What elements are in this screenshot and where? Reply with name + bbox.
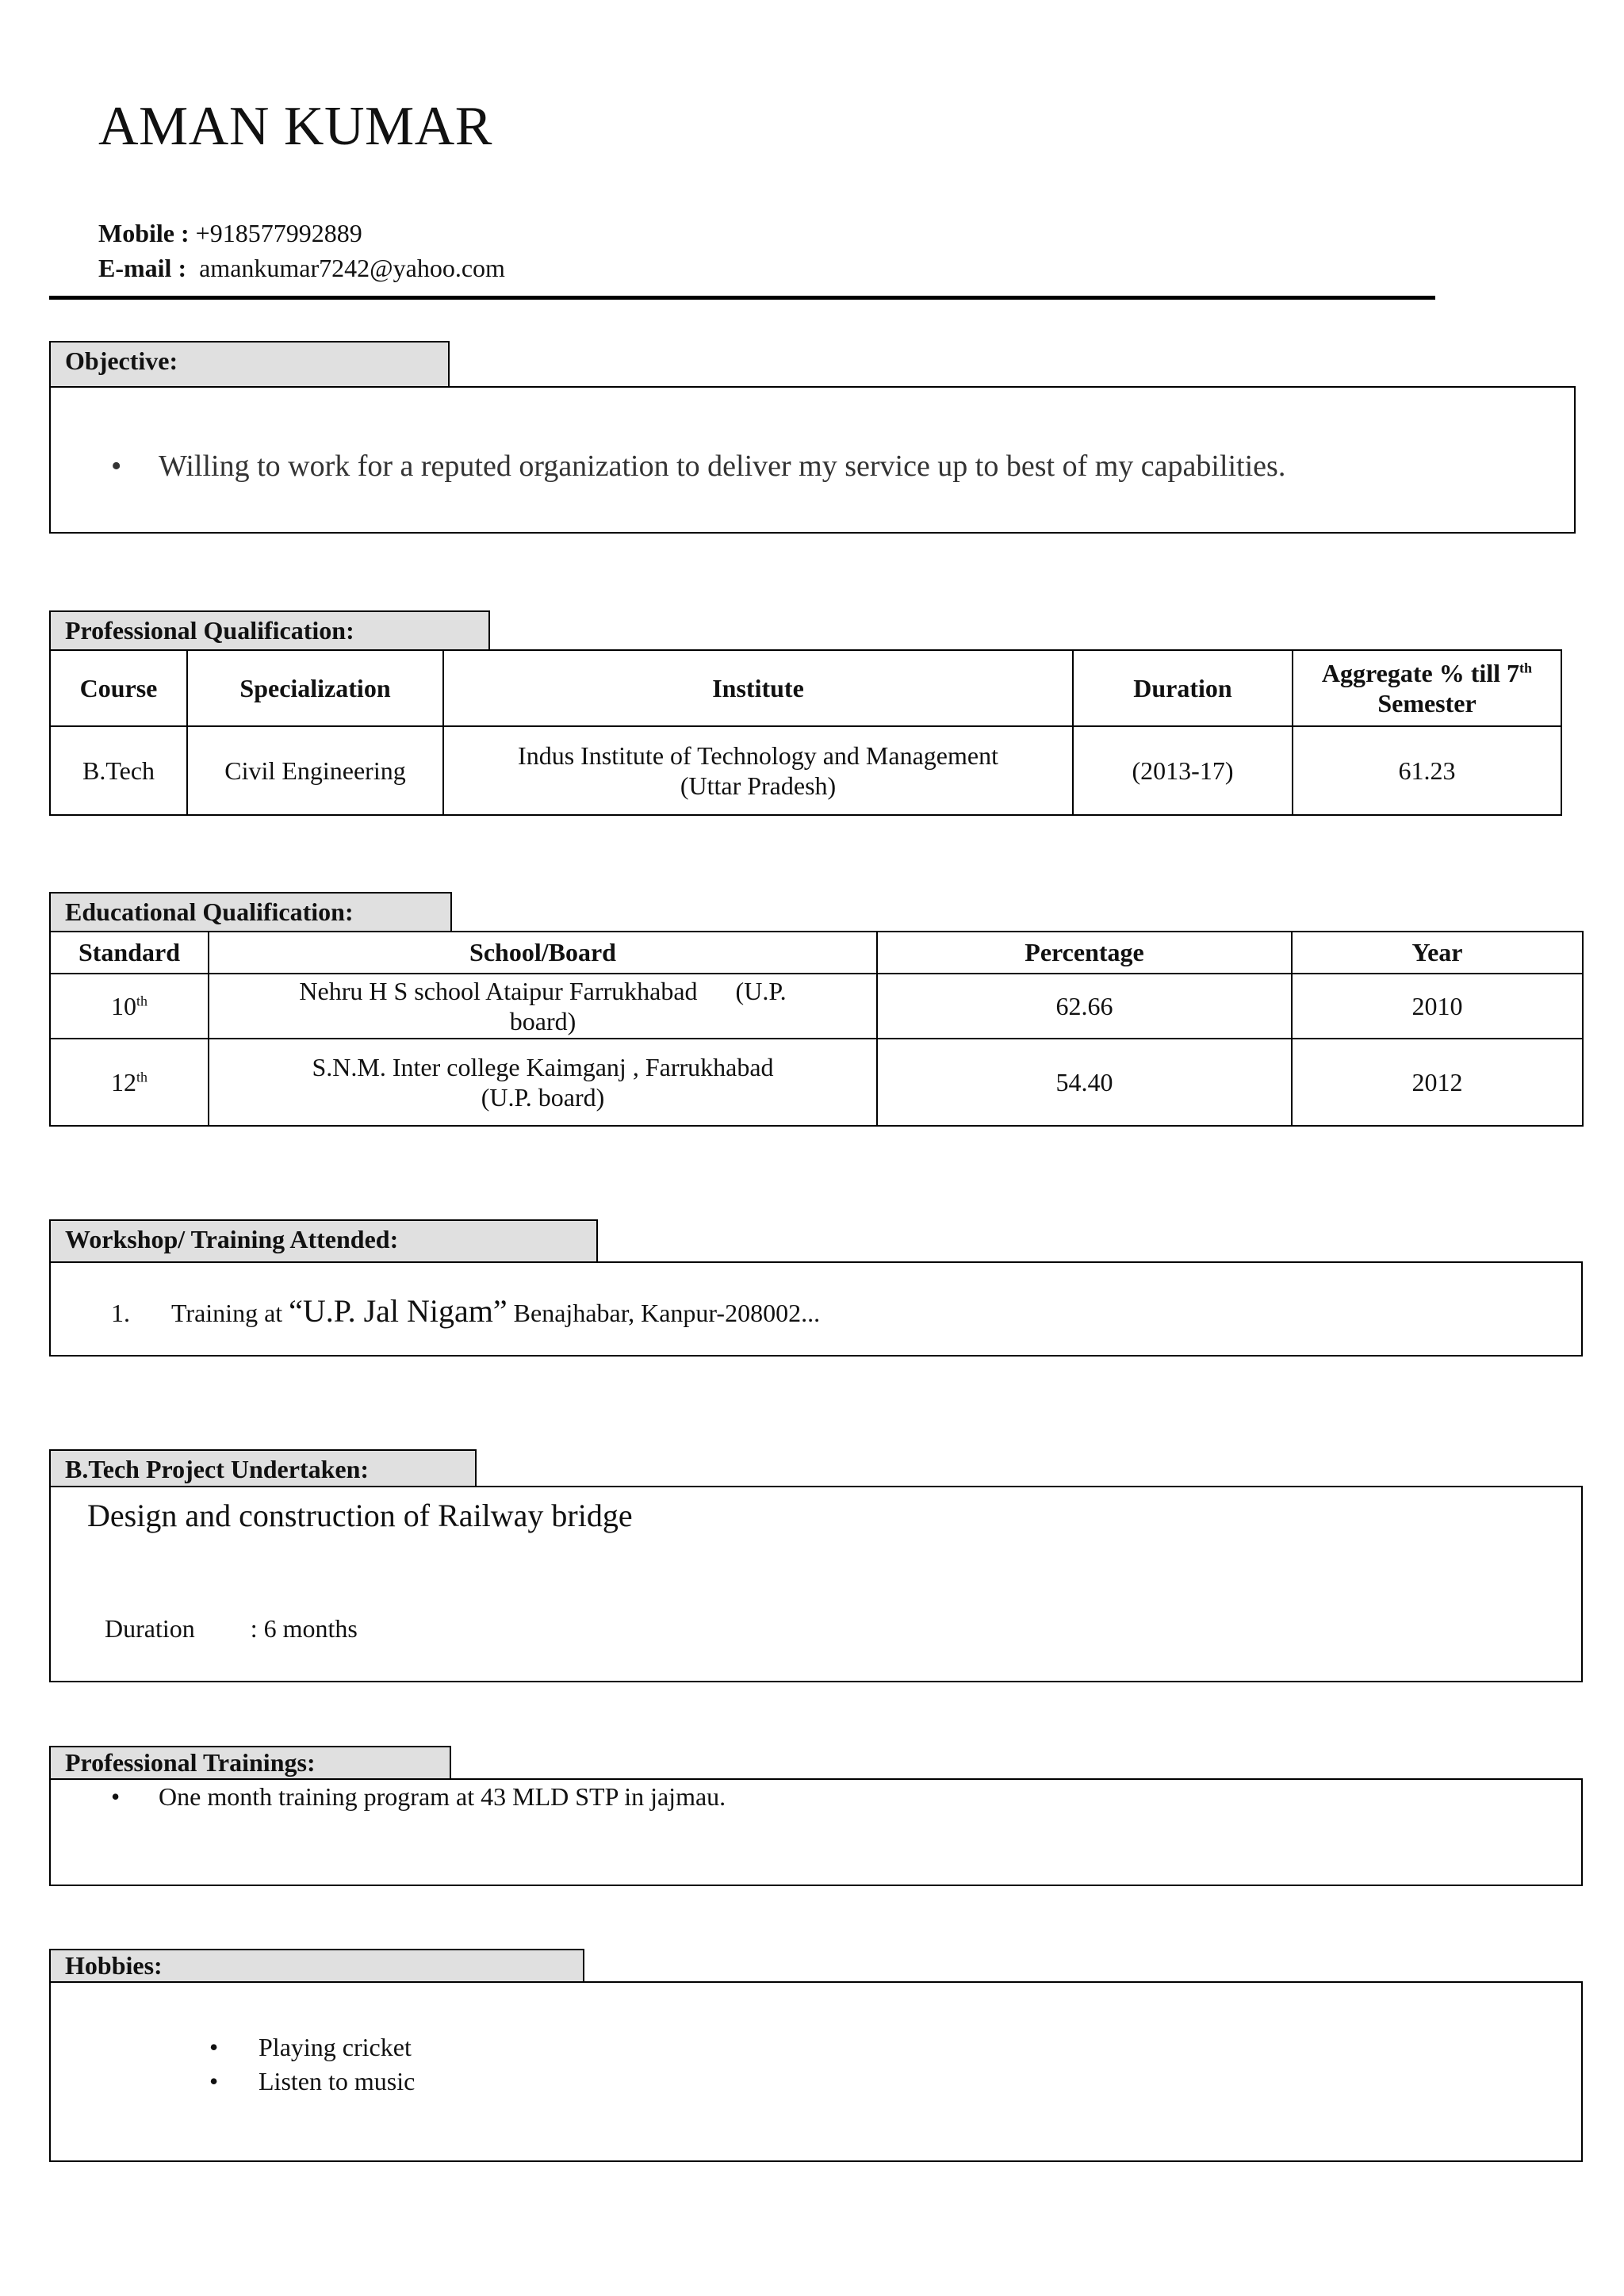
cell-percentage: 62.66 — [877, 974, 1292, 1039]
table-row — [50, 726, 1561, 815]
cell-school-board: S.N.M. Inter college Kaimganj , Farrukhabad (U.P. board) — [209, 1039, 877, 1126]
header-percentage: Percentage — [877, 932, 1292, 974]
header-aggregate: Aggregate % till 7th Semester — [1293, 650, 1561, 726]
educational-qualification-table — [49, 931, 1584, 1127]
cell-institute: Indus Institute of Technology and Management (Uttar Pradesh) — [443, 726, 1073, 815]
hobbies-heading: Hobbies: — [49, 1949, 584, 1982]
email-line — [98, 255, 505, 281]
cell-specialization: Civil Engineering — [187, 726, 443, 815]
table-header-row — [50, 650, 1561, 726]
bullet-icon: • — [209, 2033, 219, 2061]
professional-qualification-heading: Professional Qualification: — [49, 610, 490, 650]
header-institute: Institute — [443, 650, 1073, 726]
table-header-row — [50, 932, 1583, 974]
bullet-icon: • — [209, 2067, 219, 2095]
email-value: amankumar7242@yahoo.com — [199, 254, 505, 282]
cell-percentage: 54.40 — [877, 1039, 1292, 1126]
hobby-item: • Listen to music — [209, 2067, 416, 2095]
workshop-heading: Workshop/ Training Attended: — [49, 1219, 598, 1262]
objective-heading: Objective: — [49, 341, 450, 387]
cell-course: B.Tech — [50, 726, 187, 815]
header-divider — [49, 296, 1435, 300]
email-label: E-mail : — [98, 254, 187, 282]
workshop-item: 1. Training at “U.P. Jal Nigam” Benajhabar, Kanpur-208002... — [111, 1293, 821, 1329]
bullet-icon: • — [111, 1782, 121, 1811]
professional-trainings-heading: Professional Trainings: — [49, 1746, 451, 1779]
mobile-line — [98, 220, 362, 246]
educational-qualification-heading: Educational Qualification: — [49, 892, 452, 932]
project-name: Design and construction of Railway bridge — [87, 1498, 633, 1533]
project-duration: Duration : 6 months — [105, 1614, 358, 1643]
candidate-name: AMAN KUMAR — [98, 96, 492, 157]
table-row — [50, 1039, 1583, 1126]
cell-aggregate: 61.23 — [1293, 726, 1561, 815]
header-school-board: School/Board — [209, 932, 877, 974]
cell-school-board: Nehru H S school Ataipur Farrukhabad (U.P. board) — [209, 974, 877, 1039]
professional-qualification-table — [49, 649, 1562, 816]
cell-duration: (2013-17) — [1073, 726, 1293, 815]
table-row — [50, 974, 1583, 1039]
cell-standard: 12th — [50, 1039, 209, 1126]
header-year: Year — [1292, 932, 1583, 974]
training-item: • One month training program at 43 MLD STP in jajmau. — [111, 1782, 726, 1811]
header-course: Course — [50, 650, 187, 726]
mobile-label: Mobile : — [98, 219, 190, 247]
header-specialization: Specialization — [187, 650, 443, 726]
cell-year: 2012 — [1292, 1039, 1583, 1126]
hobby-item: • Playing cricket — [209, 2033, 412, 2061]
objective-item: • Willing to work for a reputed organization to deliver my service up to best of my capabilities. — [111, 450, 1286, 483]
cell-standard: 10th — [50, 974, 209, 1039]
bullet-icon: • — [111, 450, 122, 483]
header-standard: Standard — [50, 932, 209, 974]
cell-year: 2010 — [1292, 974, 1583, 1039]
header-duration: Duration — [1073, 650, 1293, 726]
project-heading: B.Tech Project Undertaken: — [49, 1449, 477, 1487]
mobile-value: +918577992889 — [195, 219, 362, 247]
